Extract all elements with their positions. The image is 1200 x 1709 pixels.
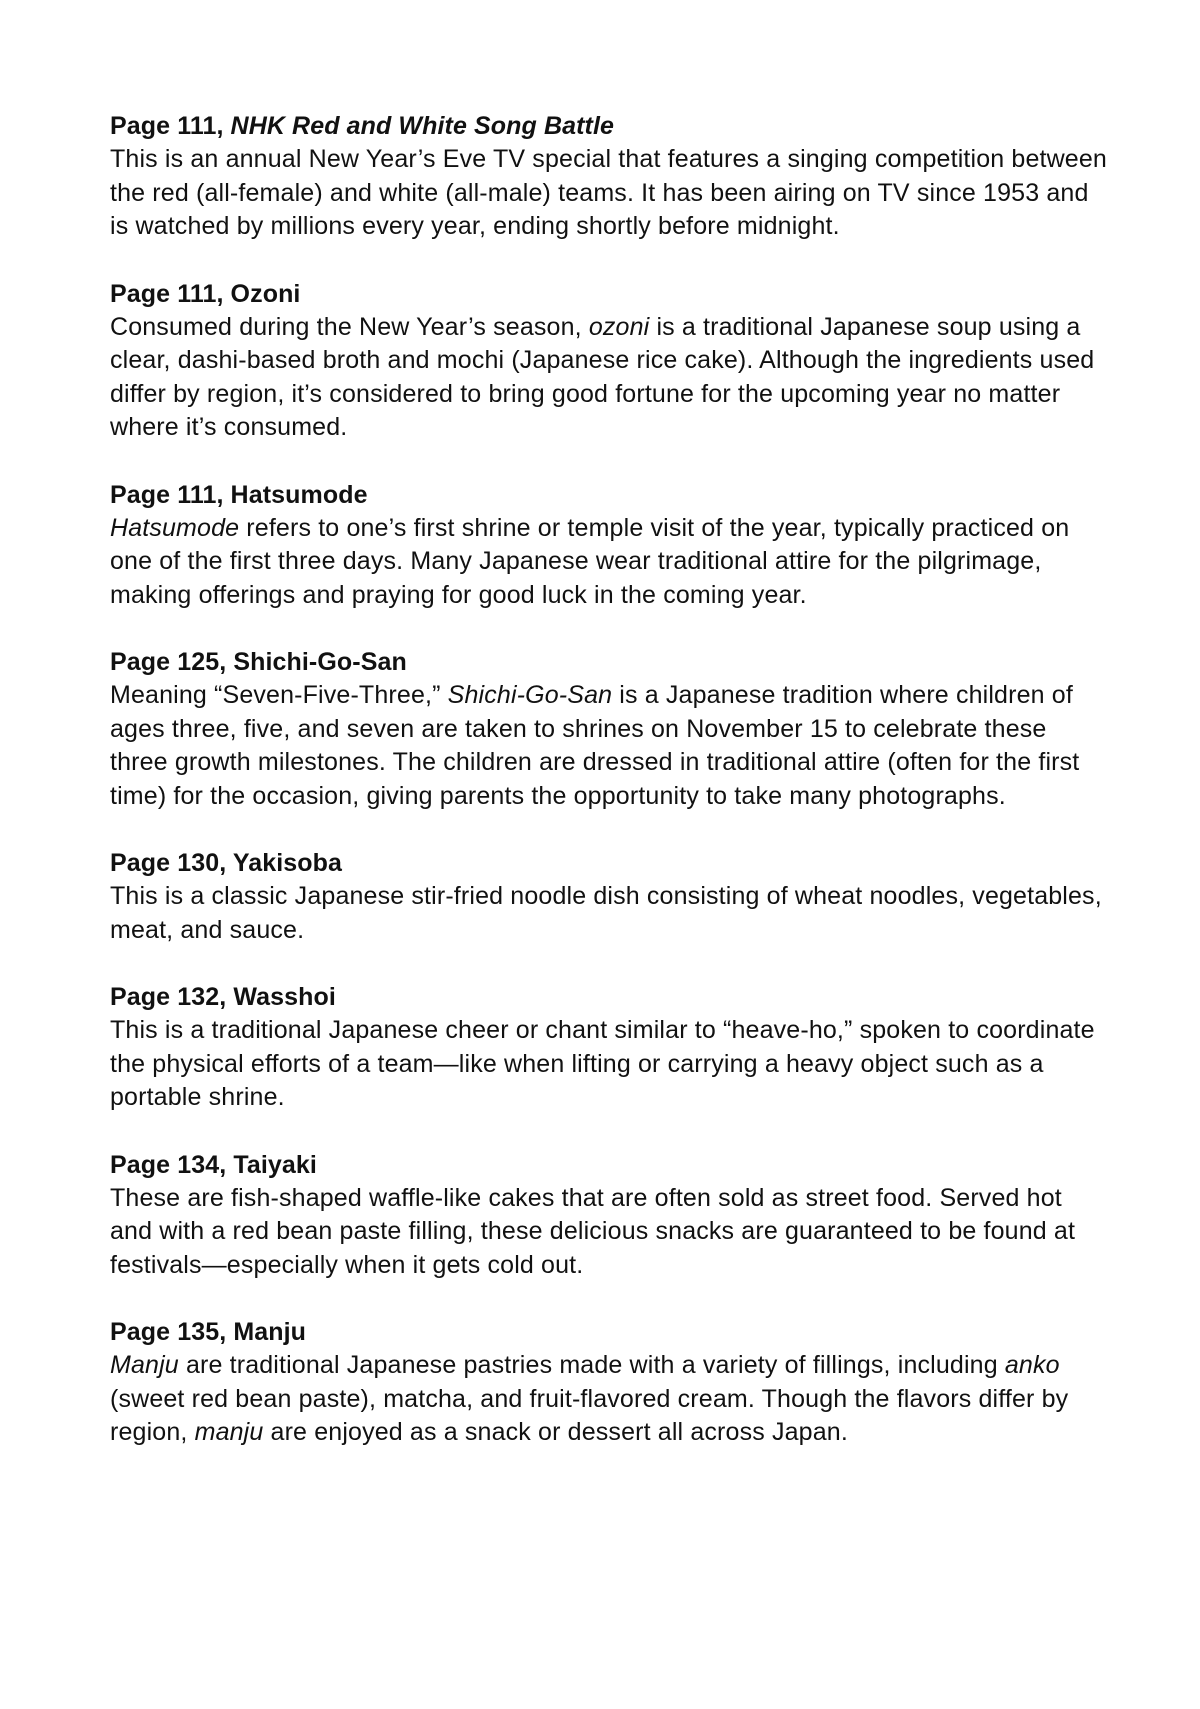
note-body	[110, 1182, 1110, 1283]
note-title: Taiyaki	[233, 1150, 317, 1179]
note-body	[110, 679, 1110, 813]
note-term: Manju	[110, 1351, 179, 1379]
note-entry	[110, 646, 1110, 813]
note-title: Manju	[233, 1318, 307, 1346]
note-heading	[110, 646, 1110, 679]
note-heading	[110, 1149, 1110, 1182]
note-title: Wasshoi	[233, 983, 336, 1011]
note-page-ref: Page 135,	[110, 1318, 234, 1346]
notes-page	[110, 110, 1110, 1484]
note-heading	[110, 110, 1110, 143]
note-term: ozoni	[588, 312, 650, 341]
note-body	[110, 311, 1110, 445]
note-entry	[110, 1316, 1110, 1450]
note-term: anko	[1004, 1351, 1060, 1379]
note-page-ref: Page 134,	[110, 1150, 234, 1179]
note-body	[110, 143, 1110, 244]
note-title: Yakisoba	[232, 849, 343, 877]
note-title: Ozoni	[230, 279, 301, 308]
note-page-ref: Page 111,	[110, 279, 231, 308]
note-text: Meaning “Seven-Five-Three,”	[110, 681, 448, 709]
note-term: manju	[194, 1418, 264, 1446]
note-entry	[110, 479, 1110, 613]
note-body	[110, 1349, 1110, 1450]
note-text: This is an annual New Year’s Eve TV special that features a singing competition between the red (all-female) and white (all-male) teams. It has been airing on TV since 1953 and is watched by millions every year, ending shortly before midnight.	[110, 145, 1107, 240]
note-text: are enjoyed as a snack or dessert all across Japan.	[263, 1418, 848, 1446]
note-heading	[110, 847, 1110, 880]
note-entry	[110, 847, 1110, 947]
note-title: Hatsumode	[230, 480, 368, 509]
note-entry	[110, 278, 1110, 445]
note-text: is a traditional Japanese soup using a clear, dashi-based broth and mochi (Japanese rice cake). Although the ingredients used differ by region, it’s considered to bring good fortune for the upcoming year no matter where it’s consumed.	[110, 312, 1095, 441]
note-body	[110, 1014, 1110, 1115]
note-page-ref: Page 132,	[110, 983, 234, 1011]
note-text: are traditional Japanese pastries made with a variety of fillings, including	[178, 1351, 1005, 1379]
note-text: These are fish-shaped waffle-like cakes that are often sold as street food. Served hot and with a red bean paste filling, these delicious snacks are guaranteed to be found at festivals—especially when it gets cold out.	[110, 1183, 1076, 1279]
note-term: Hatsumode	[110, 513, 240, 542]
note-title: NHK Red and White Song Battle	[230, 112, 615, 140]
note-heading	[110, 1316, 1110, 1349]
note-text: Consumed during the New Year’s season,	[110, 312, 589, 341]
note-entry	[110, 110, 1110, 244]
note-text: (sweet red bean paste), matcha, and fruit-flavored cream. Though the flavors differ by region,	[110, 1384, 1069, 1446]
note-heading	[110, 278, 1110, 311]
note-heading	[110, 479, 1110, 512]
note-body	[110, 880, 1110, 947]
note-entry	[110, 1149, 1110, 1283]
note-text: refers to one’s first shrine or temple visit of the year, typically practiced on one of the first three days. Many Japanese wear traditional attire for the pilgrimage, making offerings and praying for good luck in the coming year.	[110, 513, 1070, 609]
note-text: This is a traditional Japanese cheer or chant similar to “heave-ho,” spoken to coordinate the physical efforts of a team—like when lifting or carrying a heavy object such as a portable shrine.	[110, 1016, 1095, 1111]
note-page-ref: Page 111,	[110, 112, 231, 140]
note-heading	[110, 981, 1110, 1014]
note-page-ref: Page 125,	[110, 648, 234, 676]
note-entry	[110, 981, 1110, 1115]
note-text: This is a classic Japanese stir-fried noodle dish consisting of wheat noodles, vegetables, meat, and sauce.	[110, 882, 1102, 944]
note-page-ref: Page 111,	[110, 480, 231, 509]
note-title: Shichi-Go-San	[233, 648, 407, 676]
note-body	[110, 512, 1110, 613]
note-term: Shichi-Go-San	[447, 681, 613, 709]
note-text: is a Japanese tradition where children of ages three, five, and seven are taken to shrines on November 15 to celebrate these three growth milestones. The children are dressed in traditional attire (often for the first time) for the occasion, giving parents the opportunity to take many photographs.	[110, 681, 1080, 810]
note-page-ref: Page 130,	[110, 849, 233, 877]
